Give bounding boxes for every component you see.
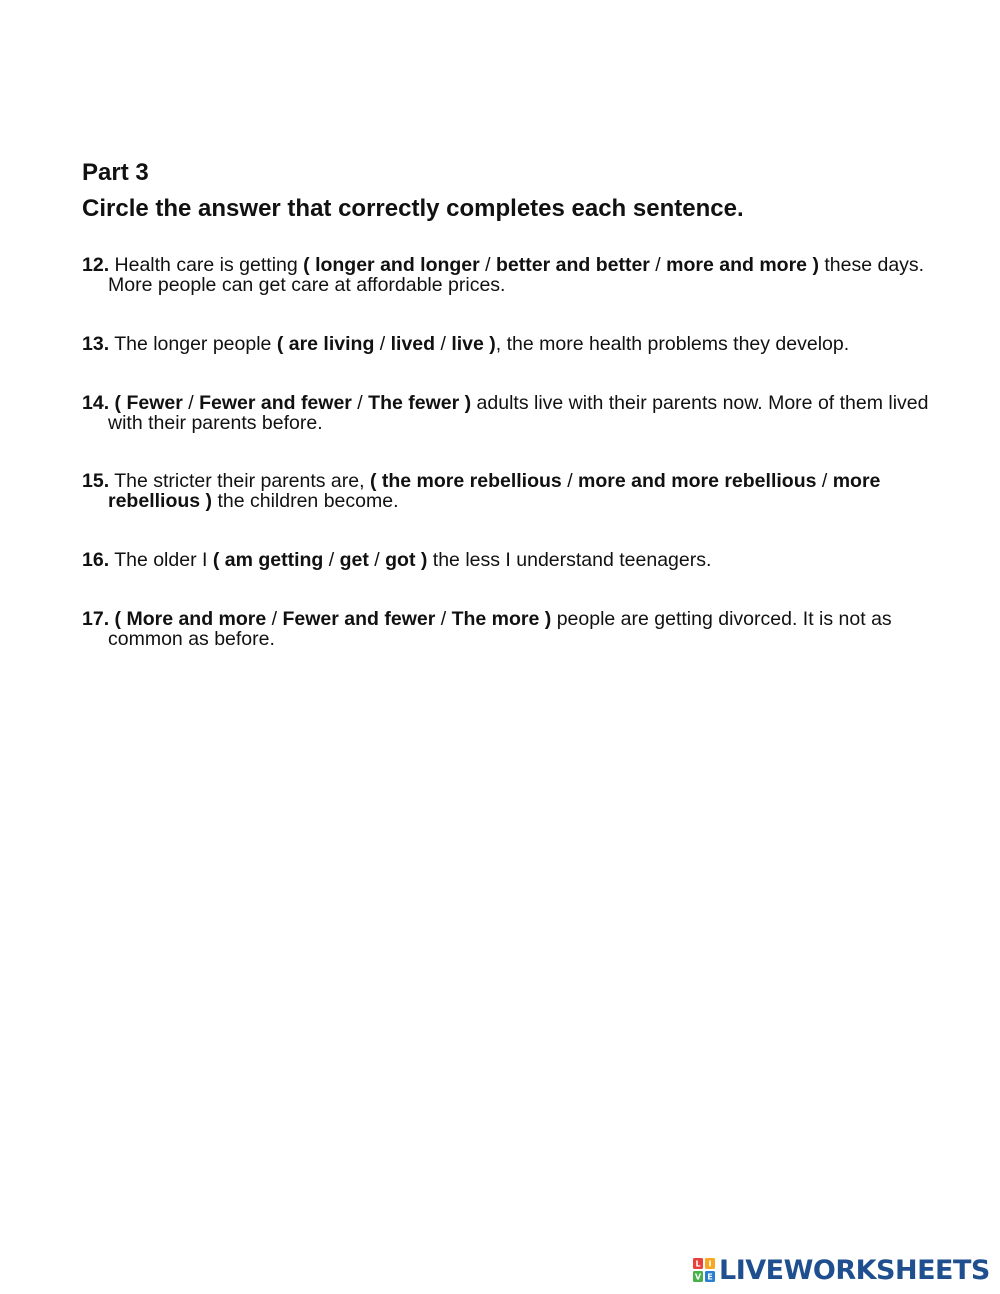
svg-text:I: I <box>708 1259 712 1269</box>
sentence-start: Health care is getting <box>114 254 298 276</box>
option[interactable]: More and more <box>126 608 267 630</box>
instruction: Circle the answer that correctly completes each sentence. <box>82 195 744 222</box>
option[interactable]: The fewer <box>368 392 460 414</box>
question-13: 13. The longer people ( are living / lived / live ), the more health problems they develop. <box>82 333 850 355</box>
option[interactable]: more rebellious <box>108 470 881 512</box>
option[interactable]: more and more <box>666 254 808 276</box>
option[interactable]: are living <box>288 333 375 355</box>
option[interactable]: longer and longer <box>315 254 480 276</box>
sentence-end: people are getting divorced. It is not as common as before. <box>108 608 892 650</box>
question-16: 16. The older I ( am getting / get / got ) the less I understand teenagers. <box>82 549 712 571</box>
liveworksheets-logo <box>693 1253 990 1287</box>
liveworksheets-logo-icon <box>693 1258 715 1282</box>
option[interactable]: Fewer and fewer <box>199 392 352 414</box>
option[interactable]: more and more rebellious <box>578 470 817 492</box>
question-number: 14. <box>82 392 110 414</box>
sentence-end: these days. More people can get care at affordable prices. <box>108 254 925 296</box>
option[interactable]: live <box>451 333 484 355</box>
question-12: 12. Health care is getting ( longer and longer / better and better / more and more ) these days. More people can get care at affordable prices. <box>82 254 925 296</box>
option[interactable]: get <box>339 549 369 571</box>
sentence-end: adults live with their parents now. More of them lived with their parents before. <box>108 392 929 434</box>
logo-text: LIVEWORKSHEETS <box>719 1254 990 1286</box>
question-15: 15. The stricter their parents are, ( the more rebellious / more and more rebellious / more rebellious ) the children become. <box>82 470 881 512</box>
option[interactable]: better and better <box>496 254 650 276</box>
sentence-end: , the more health problems they develop. <box>495 333 850 355</box>
option[interactable]: Fewer and fewer <box>282 608 436 630</box>
question-number: 12. <box>82 254 110 276</box>
option[interactable]: am getting <box>224 549 324 571</box>
option[interactable]: Fewer <box>126 392 183 414</box>
question-number: 16. <box>82 549 110 571</box>
option[interactable]: got <box>385 549 416 571</box>
sentence-start: The older I <box>114 549 208 571</box>
sentence-start: The stricter their parents are, <box>114 470 365 492</box>
sentence-end: the children become. <box>217 490 399 512</box>
option[interactable]: lived <box>390 333 436 355</box>
svg-text:L: L <box>695 1259 701 1269</box>
question-number: 17. <box>82 608 110 630</box>
sentence-start: The longer people <box>114 333 272 355</box>
question-14: 14. ( Fewer / Fewer and fewer / The fewer ) adults live with their parents now. More of them lived with their parents before. <box>82 392 929 434</box>
question-number: 15. <box>82 470 110 492</box>
sentence-end: the less I understand teenagers. <box>432 549 712 571</box>
option[interactable]: The more <box>451 608 540 630</box>
svg-text:V: V <box>694 1272 702 1282</box>
svg-text:E: E <box>707 1272 713 1282</box>
option[interactable]: the more rebellious <box>381 470 562 492</box>
question-number: 13. <box>82 333 110 355</box>
part-title: Part 3 <box>82 159 149 186</box>
question-17: 17. ( More and more / Fewer and fewer / The more ) people are getting divorced. It is not as common as before. <box>82 608 892 650</box>
